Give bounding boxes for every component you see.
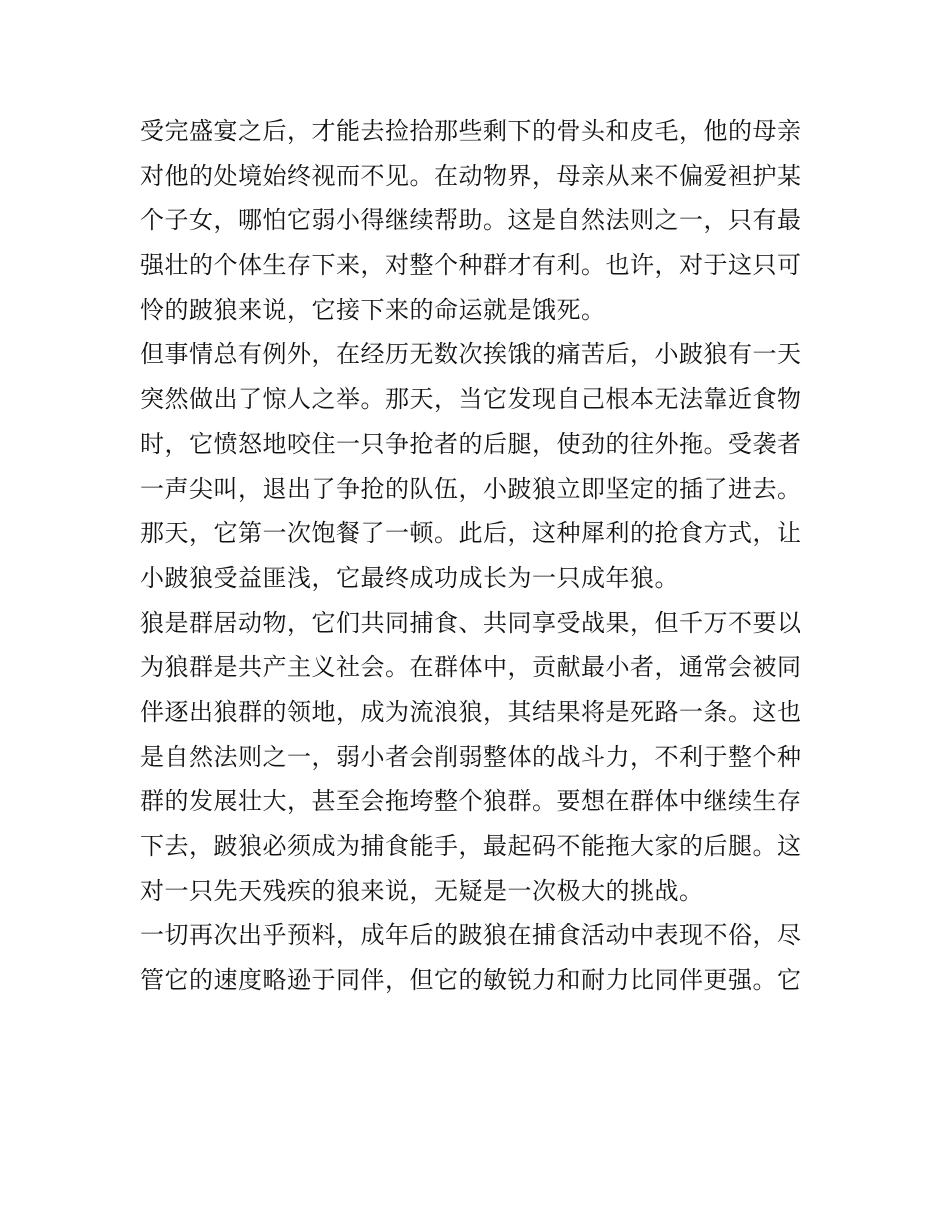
text-line: 是自然法则之一，弱小者会削弱整体的战斗力，不利于整个种: [140, 742, 802, 771]
text-line: 时，它愤怒地咬住一只争抢者的后腿，使劲的往外拖。受袭者: [140, 429, 802, 458]
text-line: 下去，跛狼必须成为捕食能手，最起码不能拖大家的后腿。这: [140, 832, 802, 860]
text-line: 强壮的个体生存下来，对整个种群才有利。也许，对于这只可: [140, 251, 802, 280]
text-line: 但事情总有例外，在经历无数次挨饿的痛苦后，小跛狼有一天: [140, 340, 802, 369]
text-line: 为狼群是共产主义社会。在群体中，贡献最小者，通常会被同: [140, 653, 802, 682]
text-line: 那天，它第一次饱餐了一顿。此后，这种犀利的抢食方式，让: [140, 519, 802, 548]
text-line: 小跛狼受益匪浅，它最终成功成长为一只成年狼。: [140, 563, 679, 592]
text-line: 伴逐出狼群的领地，成为流浪狼，其结果将是死路一条。这也: [140, 697, 802, 726]
text-line: 对一只先天残疾的狼来说，无疑是一次极大的挑战。: [140, 876, 704, 905]
body-text: [140, 109, 820, 1003]
text-line: 受完盛宴之后，才能去捡拾那些剩下的骨头和皮毛，他的母亲: [140, 117, 802, 145]
text-line: 怜的跛狼来说，它接下来的命运就是饿死。: [140, 295, 606, 324]
text-line: 个子女，哪怕它弱小得继续帮助。这是自然法则之一，只有最: [140, 206, 802, 235]
text-line: 突然做出了惊人之举。那天，当它发现自己根本无法靠近食物: [140, 385, 802, 414]
text-line: 群的发展壮大，甚至会拖垮整个狼群。要想在群体中继续生存: [140, 787, 802, 816]
text-line: 狼是群居动物，它们共同捕食、共同享受战果，但千万不要以: [140, 608, 802, 637]
text-line: 一切再次出乎预料，成年后的跛狼在捕食活动中表现不俗，尽: [140, 921, 802, 950]
text-line: 对他的处境始终视而不见。在动物界，母亲从来不偏爱袒护某: [140, 161, 802, 190]
text-line: 一声尖叫，退出了争抢的队伍，小跛狼立即坚定的插了进去。: [140, 474, 802, 503]
text-line: 管它的速度略逊于同伴，但它的敏锐力和耐力比同伴更强。它: [140, 966, 802, 995]
